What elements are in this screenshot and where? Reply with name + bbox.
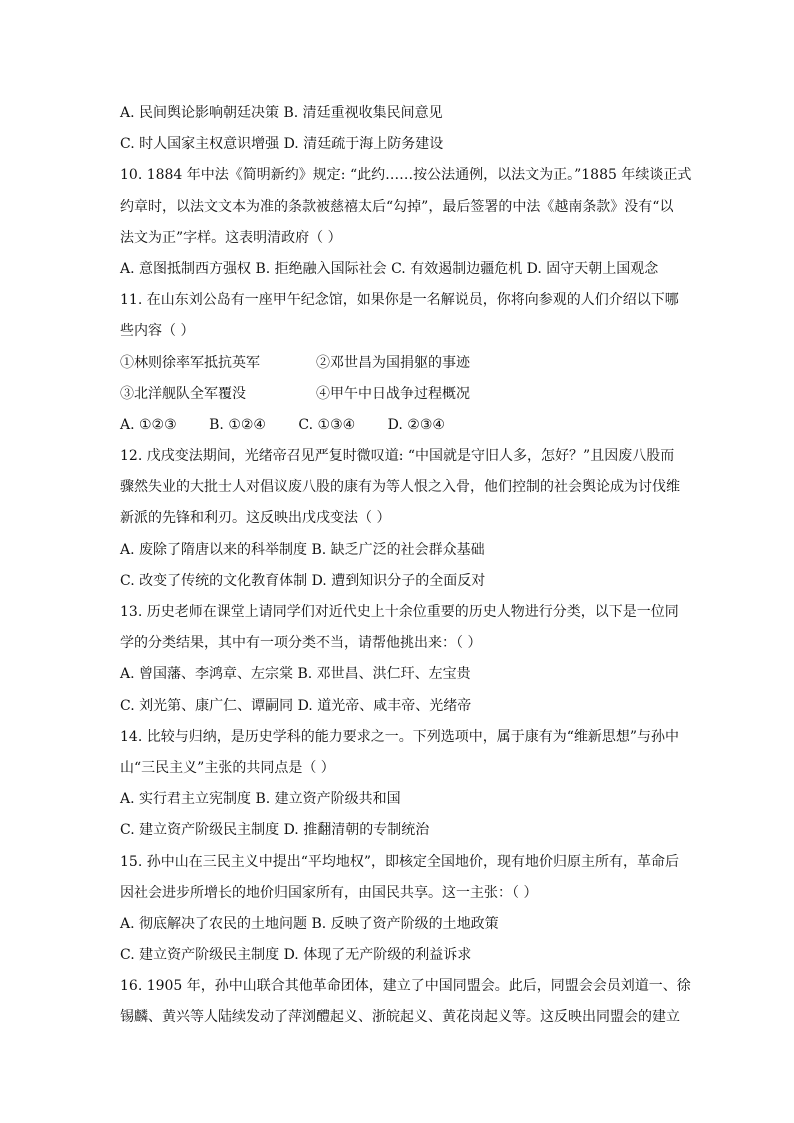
option-c: C. ①③④ bbox=[298, 416, 356, 433]
question-12: 12. 戊戌变法期间，光绪帝召见严复时微叹道: “中国就是守旧人多，怎好？”且因废八股而 bbox=[120, 448, 675, 465]
statement-3: ③北洋舰队全军覆没 bbox=[120, 385, 246, 402]
text-line: 骤然失业的大批士人对倡议废八股的康有为等人恨之入骨，他们控制的社会舆论成为讨伐维 bbox=[120, 479, 680, 496]
option-line: A. 实行君主立宪制度 B. 建立资产阶级共和国 bbox=[120, 791, 401, 808]
options-11 bbox=[120, 410, 680, 441]
text-line: 约章时，以法文文本为准的条款被慈禧太后“勾掉”，最后签署的中法《越南条款》没有“以 bbox=[120, 198, 674, 215]
text-line: 因社会进步所增长的地价归国家所有，由国民共享。这一主张：（ ） bbox=[120, 884, 538, 901]
option-d: D. ②③④ bbox=[387, 416, 445, 433]
question-13: 13. 历史老师在课堂上请同学们对近代史上十余位重要的历史人物进行分类，以下是一位同 bbox=[120, 604, 679, 620]
statement-pair bbox=[120, 348, 680, 379]
options-10: A. 意图抵制西方强权 B. 拒绝融入国际社会 C. 有效遏制边疆危机 D. 固守天朝上国观念 bbox=[120, 260, 659, 277]
question-14: 14. 比较与归纳，是历史学科的能力要求之一。下列选项中，属于康有为“维新思想”与孙中 bbox=[120, 728, 680, 745]
question-15: 15. 孙中山在三民主义中提出“平均地权”，即核定全国地价，现有地价归原主所有，革命后 bbox=[120, 853, 680, 870]
statement-4: ④甲午中日战争过程概况 bbox=[316, 385, 470, 402]
question-10: 10. 1884 年中法《简明新约》规定: “此约……按公法通例，以法文为正。”1885 年续谈正式 bbox=[120, 167, 692, 184]
text-line: 山“三民主义”主张的共同点是（ ） bbox=[120, 759, 335, 776]
option-line: C. 改变了传统的文化教育体制 D. 遭到知识分子的全面反对 bbox=[120, 572, 486, 589]
option-line: C. 建立资产阶级民主制度 D. 体现了无产阶级的利益诉求 bbox=[120, 947, 472, 964]
text-line: 新派的先锋和利刃。这反映出戊戌变法（ ） bbox=[120, 510, 391, 527]
option-b: B. ①②④ bbox=[209, 416, 266, 433]
option-a: A. ①②③ bbox=[120, 416, 177, 433]
text-line: 学的分类结果，其中有一项分类不当，请帮他挑出来：（ ） bbox=[120, 635, 482, 652]
statement-pair bbox=[120, 379, 680, 410]
statement-1: ①林则徐率军抵抗英军 bbox=[120, 354, 260, 371]
question-text bbox=[120, 98, 692, 1034]
text-line: 锡麟、黄兴等人陆续发动了萍浏醴起义、浙皖起义、黄花岗起义等。这反映出同盟会的建立 bbox=[120, 1009, 680, 1026]
option-line: A. 彻底解决了农民的土地问题 B. 反映了资产阶级的土地政策 bbox=[120, 915, 499, 932]
option-line: A. 曾国藩、李鸿章、左宗棠 B. 邓世昌、洪仁玕、左宝贵 bbox=[120, 666, 471, 683]
text-line: 些内容（ ） bbox=[120, 323, 195, 340]
option-line: A. 废除了隋唐以来的科举制度 B. 缺乏广泛的社会群众基础 bbox=[120, 541, 485, 558]
text-line: C. 时人国家主权意识增强 D. 清廷疏于海上防务建设 bbox=[120, 136, 444, 153]
text-line: A. 民间舆论影响朝廷决策 B. 清廷重视收集民间意见 bbox=[120, 105, 443, 121]
text-line: 法文为正”字样。这表明清政府（ ） bbox=[120, 229, 342, 246]
question-11: 11. 在山东刘公岛有一座甲午纪念馆，如果你是一名解说员，你将向参观的人们介绍以下哪 bbox=[120, 292, 679, 309]
option-line: C. 刘光第、康广仁、谭嗣同 D. 道光帝、咸丰帝、光绪帝 bbox=[120, 697, 472, 714]
statement-2: ②邓世昌为国捐躯的事迹 bbox=[316, 354, 470, 371]
question-16: 16. 1905 年，孙中山联合其他革命团体，建立了中国同盟会。此后，同盟会会员刘道一、徐 bbox=[120, 978, 691, 995]
option-line: C. 建立资产阶级民主制度 D. 推翻清朝的专制统治 bbox=[120, 822, 430, 839]
